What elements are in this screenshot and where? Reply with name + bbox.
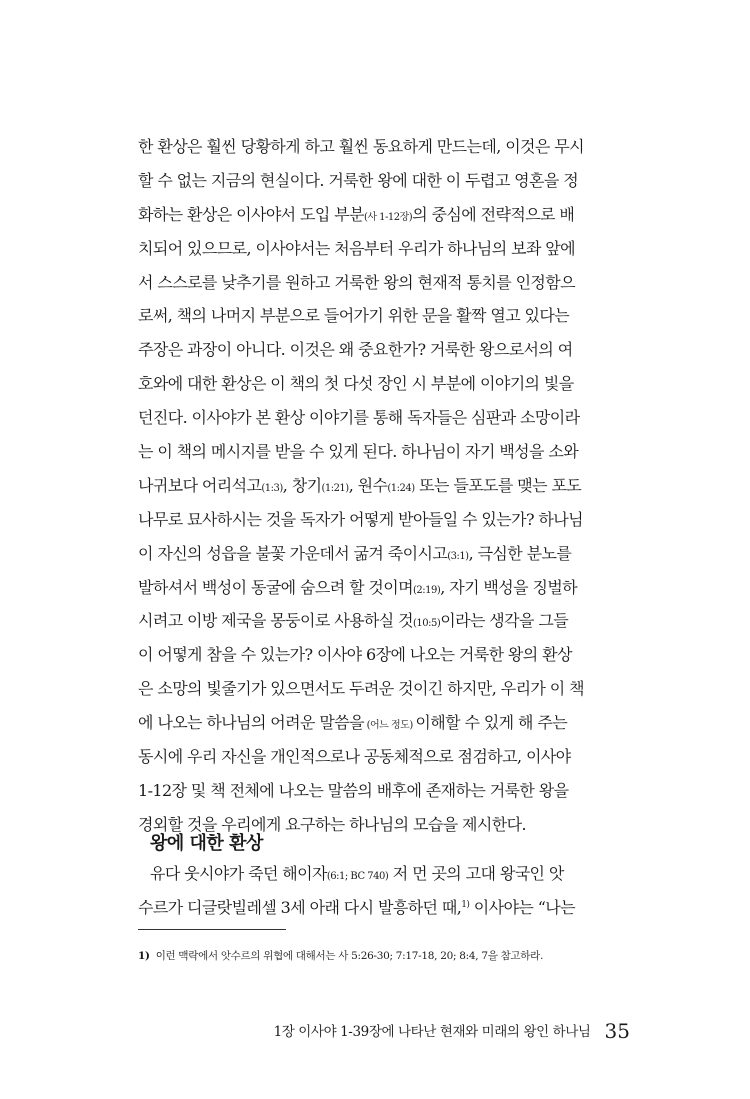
- running-head: 1장 이사야 1-39장에 나타난 현재와 미래의 왕인 하나님: [273, 1024, 591, 1040]
- footnote: [138, 948, 638, 963]
- page-number: 35: [604, 1019, 630, 1043]
- text-line: 할 수 없는 지금의 현실이다. 거룩한 왕에 대한 이 두렵고 영혼을 정: [138, 170, 579, 190]
- text-segment: 화하는 환상은 이사야서 도입 부분: [138, 204, 364, 224]
- text-line: [138, 198, 626, 232]
- text-line: 로써, 책의 나머지 부분으로 들어가기 위한 문을 활짝 열고 있다는: [138, 306, 570, 326]
- text-line: 한 환상은 훨씬 당황하게 하고 훨씬 동요하게 만드는데, 이것은 무시: [138, 137, 584, 156]
- text-line: [138, 469, 626, 503]
- text-line: 주장은 과장이 아니다. 이것은 왜 중요한가? 거룩한 왕으로서의 여: [138, 340, 573, 360]
- section-line: 수르가 디글랏빌레셀 3세 아래 다시 발흥하던 때,$^{1)}$ 이사야는 “나는: [138, 897, 575, 917]
- footnote-text: 이런 맥락에서 앗수르의 위협에 대해서는 사 5:26-30; 7:17-18, 20; 8:4, 7을 참고하라.: [155, 950, 543, 962]
- page-footer: [248, 1019, 630, 1043]
- text-line: 는 이 책의 메시지를 받을 수 있게 된다. 하나님이 자기 백성을 소와: [138, 442, 579, 462]
- text-line: 서 스스로를 낮추기를 원하고 거룩한 왕의 현재적 통치를 인정함으: [138, 272, 576, 292]
- text-line: [138, 706, 626, 740]
- text-line: [138, 537, 626, 571]
- text-segment: 또는 들포도를 맺는 포도: [414, 475, 582, 495]
- scripture-reference: (1:3): [261, 482, 283, 494]
- text-line: 호와에 대한 환상은 이 책의 첫 다섯 장인 시 부분에 이야기의 빛을: [138, 374, 574, 394]
- scripture-reference: (2:19): [412, 584, 441, 596]
- text-segment: 발하셔서 백성이 동굴에 숨으려 할 것이며: [138, 577, 413, 597]
- text-segment: , 창기: [282, 475, 322, 495]
- text-segment: , 자기 백성을 징벌하: [440, 577, 578, 597]
- footnote-marker[interactable]: 1): [461, 899, 470, 910]
- text-line: 던진다. 이사야가 본 환상 이야기를 통해 독자들은 심판과 소망이라: [138, 408, 580, 428]
- scripture-reference: (3:1): [447, 550, 469, 562]
- text-line: 동시에 우리 자신을 개인적으로나 공동체적으로 점검하고, 이사야: [138, 747, 571, 767]
- text-line: 나무로 묘사하시는 것을 독자가 어떻게 받아들일 수 있는가? 하나님: [138, 509, 583, 529]
- text-segment: 나귀보다 어리석고: [138, 475, 262, 495]
- scripture-reference: (1:21): [321, 482, 349, 494]
- text-line: 치되어 있으므로, 이사야서는 처음부터 우리가 하나님의 보좌 앞에: [138, 238, 576, 258]
- text-line: 1-12장 및 책 전체에 나오는 말씀의 배후에 존재하는 거룩한 왕을: [138, 780, 569, 800]
- text-segment: 시려고 이방 제국을 몽둥이로 사용하실 것: [138, 611, 413, 631]
- text-segment: 이라는 생각을 그들: [440, 611, 569, 631]
- body-paragraph: [138, 130, 626, 842]
- text-segment: , 원수: [348, 475, 388, 495]
- text-line: 이 어떻게 참을 수 있는가? 이사야 6장에 나오는 거룩한 왕의 환상: [138, 645, 572, 665]
- footnote-divider: [138, 929, 286, 930]
- scripture-reference: (6:1; BC 740): [326, 871, 389, 882]
- section-line: 유다 웃시야가 죽던 해이자(6:1; BC 740) 저 먼 곳의 고대 왕국인 앗: [150, 864, 564, 883]
- section-heading: 왕에 대한 환상: [150, 833, 263, 854]
- footnote-number: 1): [138, 950, 150, 962]
- scripture-reference: (사 1-12장): [363, 211, 413, 223]
- text-line: [138, 604, 626, 638]
- text-segment: 이해할 수 있게 해 주는: [415, 713, 568, 733]
- scripture-reference: (1:24): [387, 482, 415, 494]
- scripture-reference: (어느 정도): [363, 720, 416, 732]
- text-segment: , 극심한 분노를: [468, 543, 572, 563]
- text-segment: 이 자신의 성읍을 불꽃 가운데서 굶겨 죽이시고: [138, 543, 448, 563]
- text-segment: 의 중심에 전략적으로 배: [412, 204, 575, 224]
- text-line: 은 소망의 빛줄기가 있으면서도 두려운 것이긴 하지만, 우리가 이 책: [138, 679, 584, 699]
- scripture-reference: (10:5): [412, 618, 441, 630]
- text-segment: 에 나오는 하나님의 어려운 말씀을: [138, 713, 364, 733]
- section-paragraph: [138, 857, 626, 925]
- text-line: [138, 571, 626, 605]
- text-line: 경외할 것을 우리에게 요구하는 하나님의 모습을 제시한다.: [138, 814, 526, 834]
